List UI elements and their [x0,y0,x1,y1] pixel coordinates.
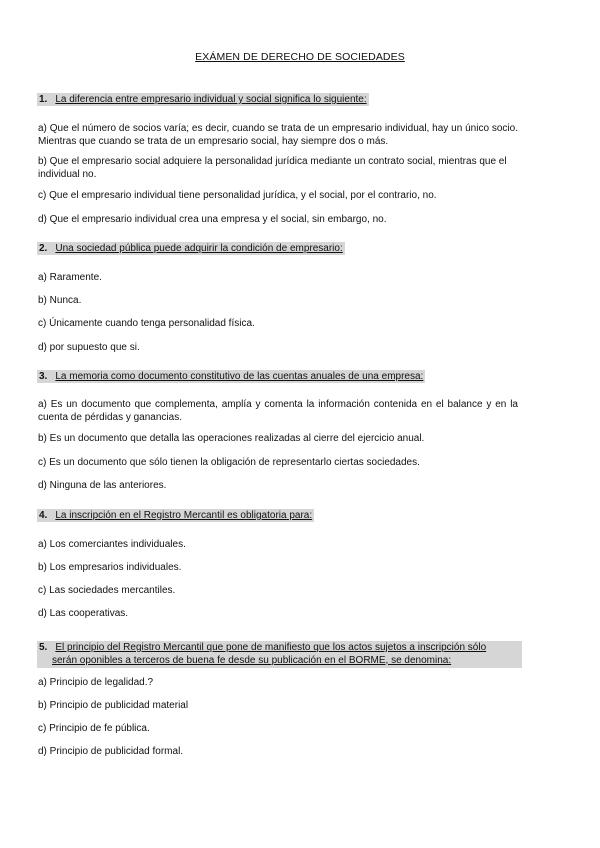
question-1-option-d: d) Que el empresario individual crea una empresa y el social, sin embargo, no. [38,214,387,225]
question-2-option-d: d) por supuesto que si. [38,342,140,353]
question-text-line-2: serán oponibles a terceros de buena fe desde su publicación en el BORME, se denomina: [52,654,452,666]
page-title: EXÁMEN DE DERECHO DE SOCIEDADES [195,51,405,63]
question-number: 5. [39,642,48,653]
question-5-heading [37,641,522,668]
question-3-option-a: a) Es un documento que complementa, amplía y comenta la información contenida en el balance y en la cuenta de pérdidas y ganancias. [38,399,518,423]
question-1-heading [37,93,517,106]
question-text: La inscripción en el Registro Mercantil es obligatoria para: [55,510,313,521]
question-4-option-b: b) Los empresarios individuales. [38,562,182,573]
question-5-option-d: d) Principio de publicidad formal. [38,746,184,757]
question-1-option-c: c) Que el empresario individual tiene personalidad jurídica, y el social, por el contrario, no. [38,190,437,201]
question-number: 2. [39,243,48,254]
question-2-option-a: a) Raramente. [38,272,102,283]
question-3-option-c: c) Es un documento que sólo tienen la obligación de representarlo ciertas sociedades. [38,457,420,468]
question-1-highlight [37,93,369,106]
question-text-line-1: El principio del Registro Mercantil que pone de manifiesto que los actos sujetos a inscripción sólo [55,642,487,653]
question-5-option-c: c) Principio de fe pública. [38,723,150,734]
question-1-option-b: b) Que el empresario social adquiere la personalidad jurídica mediante un contrato social, mientras que el individual no. [38,156,507,180]
question-4-option-a: a) Los comerciantes individuales. [38,539,186,550]
question-number: 4. [39,510,48,521]
question-4-heading [37,509,517,522]
question-3-option-d: d) Ninguna de las anteriores. [38,480,167,491]
question-5-option-a: a) Principio de legalidad.? [38,677,154,688]
question-number: 1. [39,94,48,105]
question-4-highlight [37,509,314,522]
question-2-heading [37,242,517,255]
question-4-option-c: c) Las sociedades mercantiles. [38,585,176,596]
question-text: La diferencia entre empresario individual y social significa lo siguiente: [55,94,367,105]
question-4-option-d: d) Las cooperativas. [38,608,129,619]
question-number: 3. [39,371,48,382]
question-2-highlight [37,242,345,255]
question-text: La memoria como documento constitutivo de las cuentas anuales de una empresa: [55,371,424,382]
question-3-highlight [37,370,425,383]
question-1-option-a: a) Que el número de socios varía; es decir, cuando se trata de un empresario individual, hay un único socio. Mientras que cuando se trata de un empresario social, hay siempre dos o más. [38,123,518,147]
question-3-heading [37,370,517,383]
question-text: Una sociedad pública puede adquirir la condición de empresario: [55,243,343,254]
question-2-option-c: c) Únicamente cuando tenga personalidad física. [38,318,255,329]
question-5-option-b: b) Principio de publicidad material [38,700,189,711]
question-2-option-b: b) Nunca. [38,295,82,306]
question-3-option-b: b) Es un documento que detalla las operaciones realizadas al cierre del ejercicio anual. [38,433,425,444]
